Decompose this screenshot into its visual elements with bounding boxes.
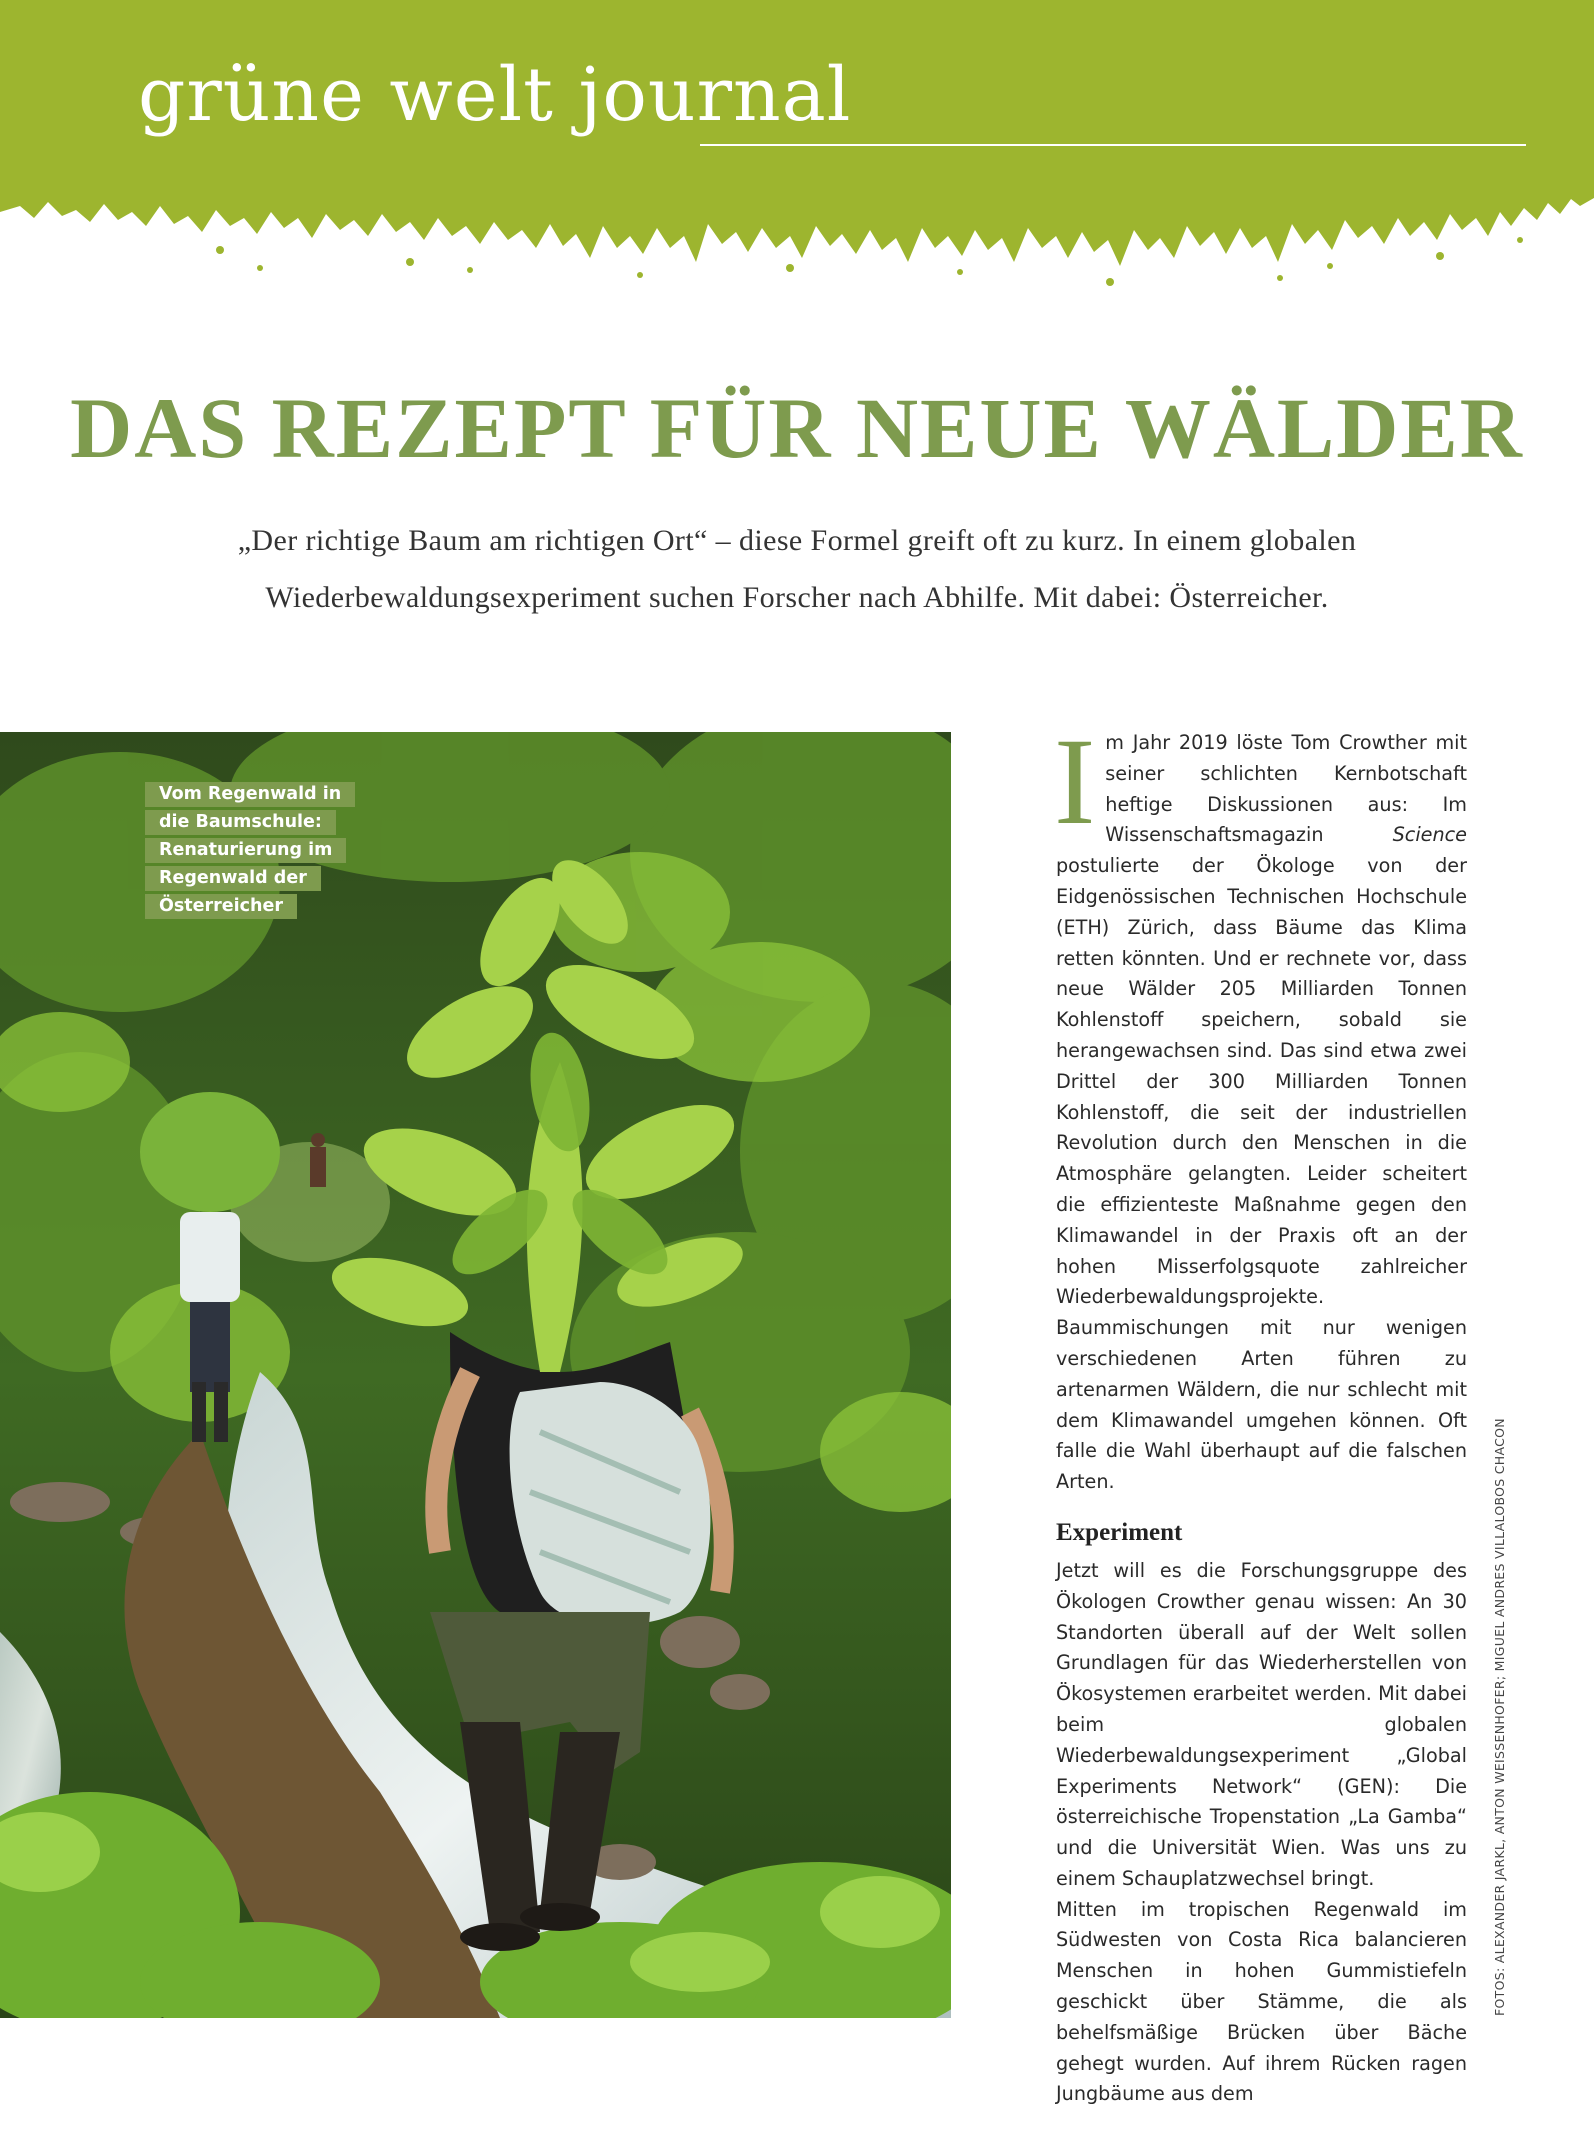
subheading-experiment: Experiment — [1056, 1518, 1183, 1546]
photo-caption-text: Vom Regenwald in die Baumschule: Renaturierung im Regenwald der Österreicher — [145, 782, 355, 919]
rainforest-photo — [0, 732, 951, 2018]
rainforest-illustration — [0, 732, 951, 2018]
science-magazine-name: Science — [1392, 823, 1467, 847]
article-body — [1054, 713, 1467, 2110]
article-headline: DAS REZEPT FÜR NEUE WÄLDER — [70, 380, 1524, 476]
article-paragraph-3: Mitten im tropischen Regenwald im Südwesten von Costa Rica balancieren Menschen in hohen Gummistiefeln geschickt über Stämme, die als behelfsmäßige Brücken über Bäche gehegt wurden. Auf ihrem Rücken ragen Jungbäume aus dem — [1056, 1897, 1467, 2106]
article-paragraph-1 — [1054, 713, 1467, 1498]
article-lead: „Der richtige Baum am richtigen Ort“ – diese Formel greift oft zu kurz. In einem globalen Wiederbewaldungsexperiment suchen Forscher nach Abhilfe. Mit dabei: Österreicher. — [237, 524, 1357, 614]
article-paragraph-2: Jetzt will es die Forschungsgruppe des Ökologen Crowther genau wissen: An 30 Standorten überall auf der Welt sollen Grundlagen für das Wiederherstellen von Ökosystemen erarbeitet werden. Mit dabei beim globalen Wiederbewaldungsexperiment „Global Experiments Network“ (GEN): Die österreichische Tropenstation „La Gamba“ und die Universität Wien. Was uns zu einem Schauplatzwechsel bringt. — [1056, 1558, 1467, 1890]
article-paragraph-1-rest: postulierte der Ökologe von der Eidgenössischen Technischen Hochschule (ETH) Zürich, dass Bäume das Klima retten könnten. Und er rechnete vor, dass neue Wälder 205 Milliarden Tonnen Kohlenstoff speichern, sobald sie herangewachsen sind. Das sind etwa zwei Drittel der 300 Milliarden Tonnen Kohlenstoff, die seit der industriellen Revolution durch den Menschen in die Atmosphäre gelangten. Leider scheitert die effizienteste Maßnahme gegen den Klimawandel in der Praxis oft an der hohen Misserfolgsquote zahlreicher Wiederbewaldungsprojekte. Baummischungen mit nur wenigen verschiedenen Arten führen zu artenarmen Wäldern, die nur schlecht mit dem Klimawandel umgehen können. Oft falle die Wahl überhaupt auf die falschen Arten. — [1056, 854, 1467, 1494]
header-rule — [700, 144, 1526, 146]
photo-caption — [145, 780, 345, 920]
photo-credit: FOTOS: ALEXANDER JARKL, ANTON WEISSENHOFER; MIGUEL ANDRES VILLALOBOS CHACON — [1492, 1418, 1507, 2016]
header-band — [0, 0, 1594, 300]
torn-edge-graphic — [0, 0, 1594, 300]
drop-cap: I — [1054, 713, 1096, 850]
magazine-section-title: grüne welt journal — [138, 52, 852, 138]
article-paragraph-1-start: m Jahr 2019 löste Tom Crowther mit seiner schlichten Kernbotschaft heftige Diskussionen aus: Im Wissenschaftsmagazin — [1105, 731, 1467, 847]
